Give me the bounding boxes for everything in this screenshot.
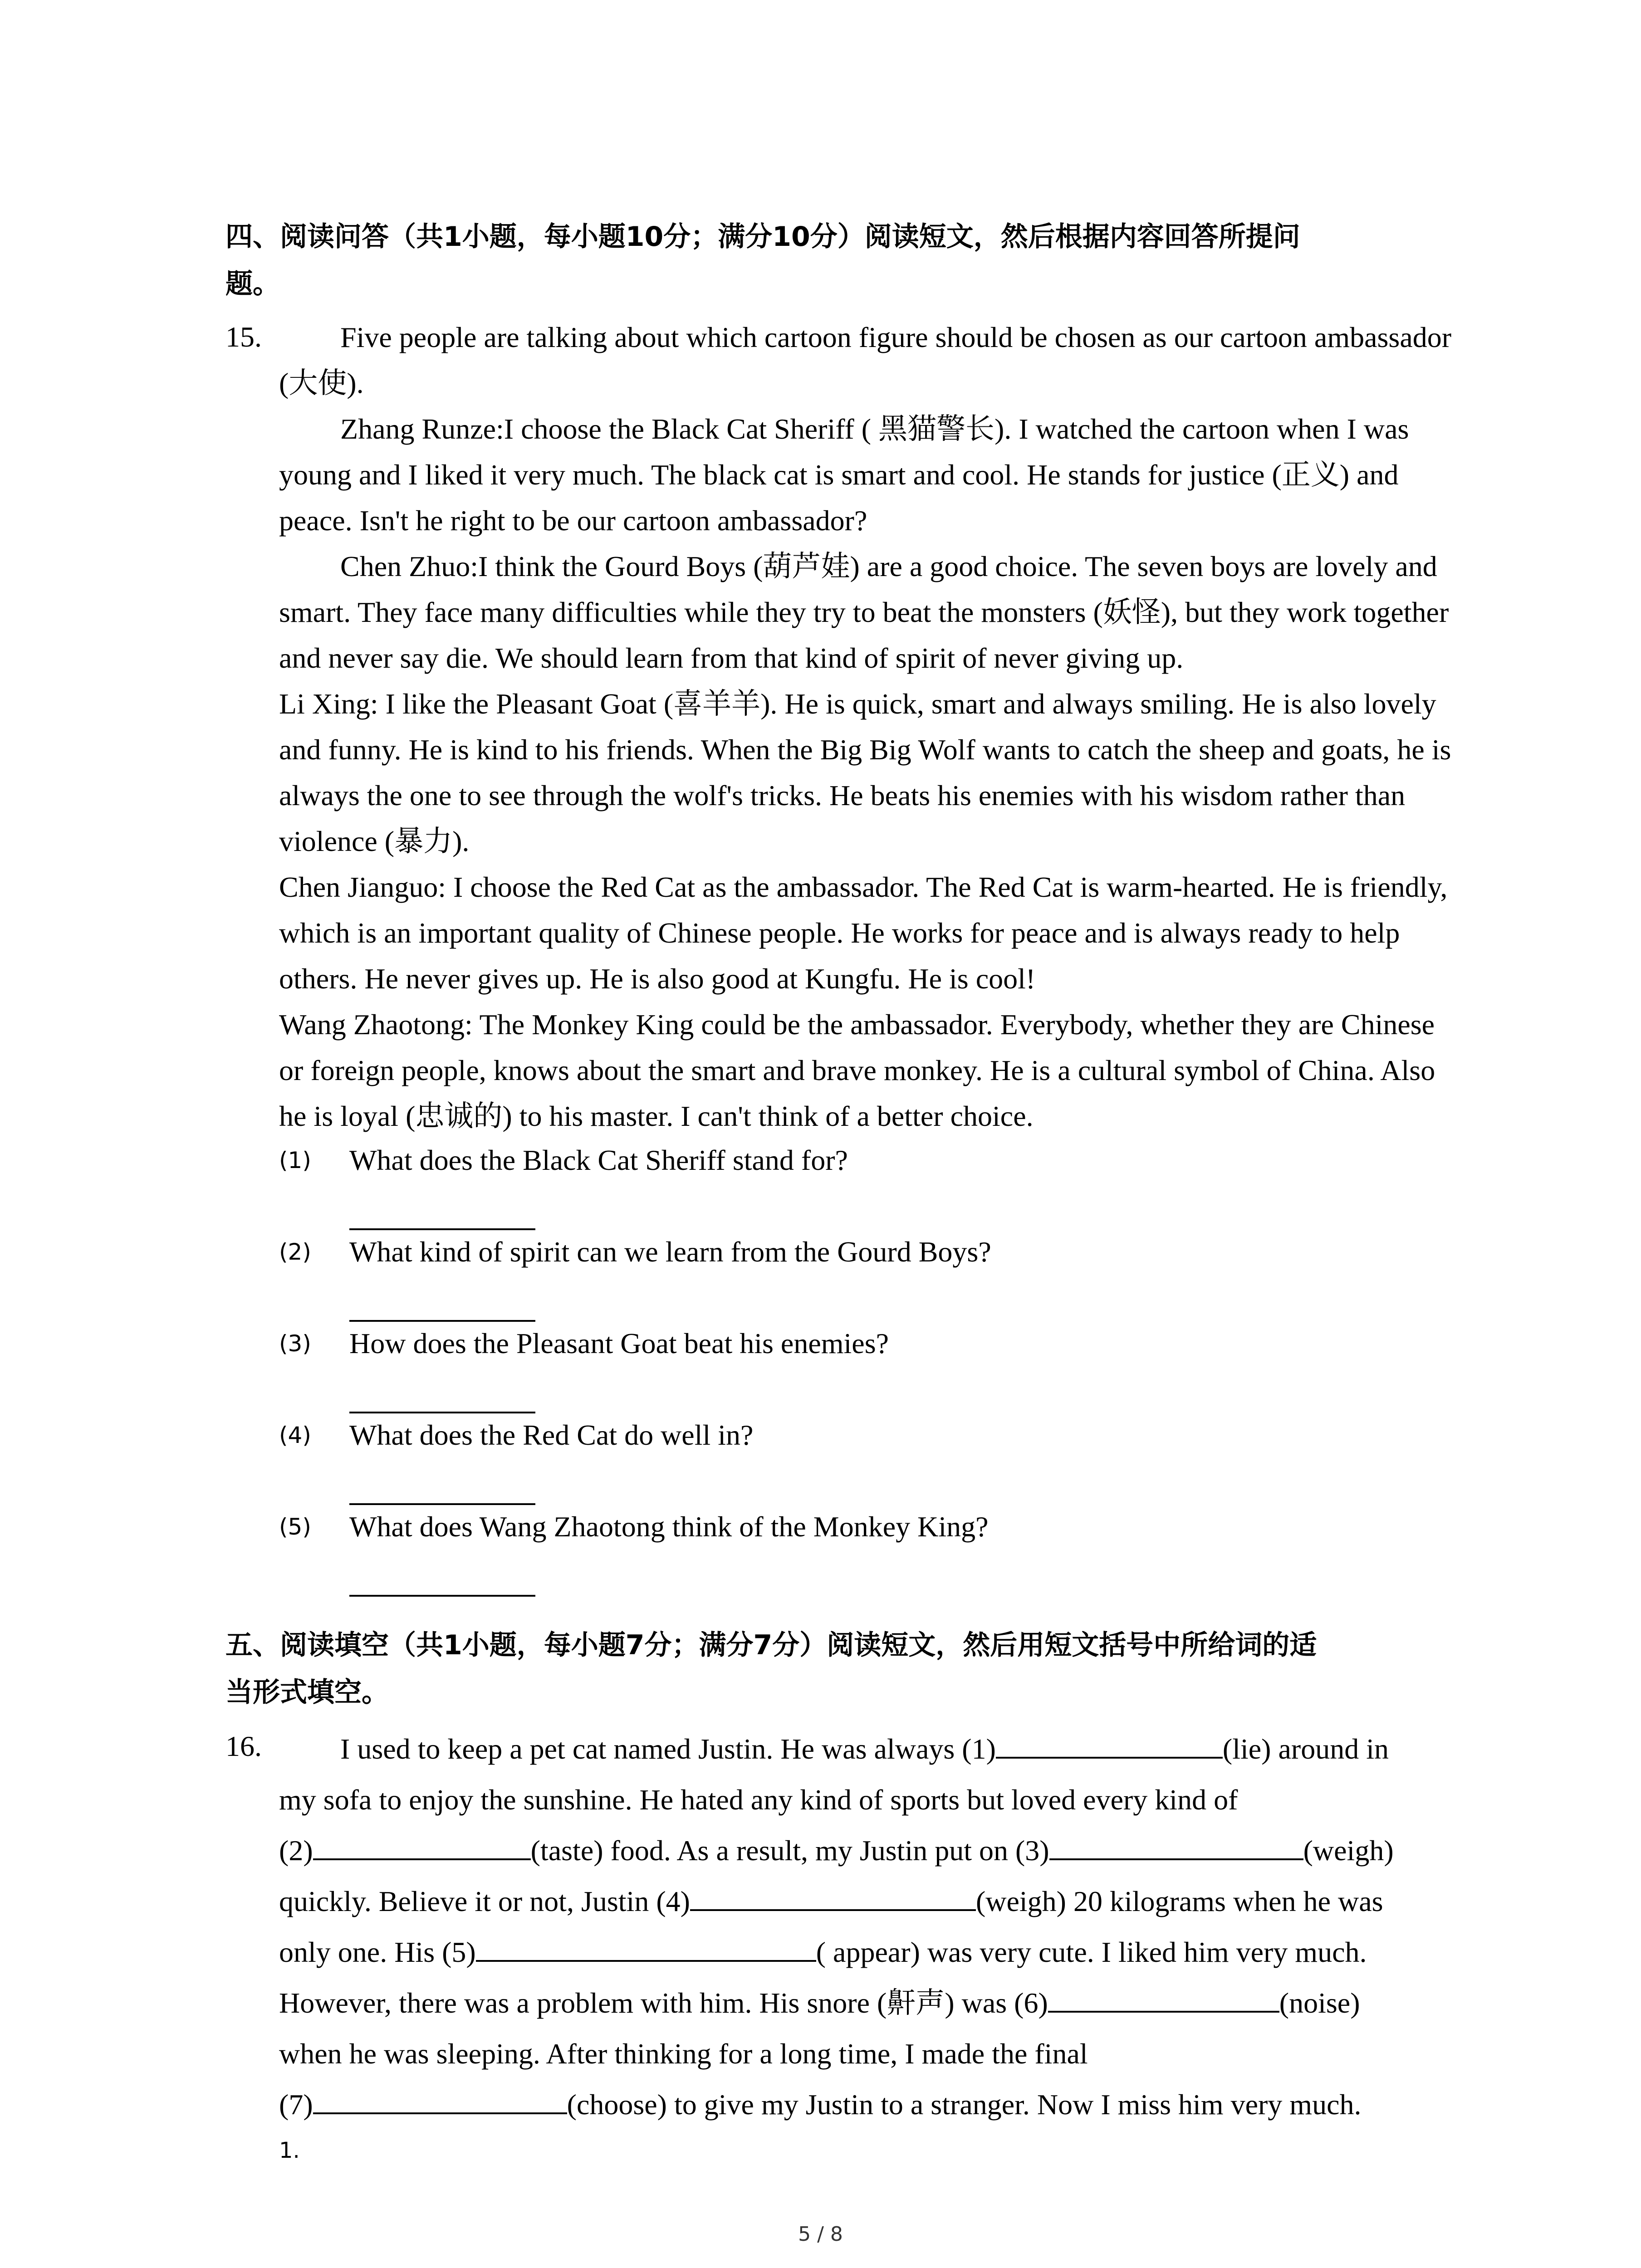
blank-4[interactable]	[690, 1881, 976, 1911]
section-4-heading-line2: 题。	[225, 268, 280, 300]
section-4-heading	[225, 213, 1450, 308]
passage-chen-zhuo: Chen Zhuo:I think the Gourd Boys (葫芦娃) are a good choice. The seven boys are lovely and smart. They face many difficulties while they try to beat the monsters (妖怪), but they work together and never say die. We should learn from that kind of spirit of never giving up.	[279, 550, 1449, 674]
passage-intro: Five people are talking about which cartoon figure should be chosen as our cartoon ambassador (大使).	[279, 321, 1452, 399]
passage-li-xing: Li Xing: I like the Pleasant Goat (喜羊羊). He is quick, smart and always smiling. He is also lovely and funny. He is kind to his friends. When the Big Big Wolf wants to catch the sheep and goats, he is always the one to see through the wolf's tricks. He beats his enemies with his wisdom rather than violence (暴力).	[279, 688, 1451, 857]
fill-line-5: only one. His (5) ( appear) was very cute. I liked him very much.	[279, 1927, 1459, 1978]
passage-chen-jianguo: Chen Jianguo: I choose the Red Cat as the ambassador. The Red Cat is warm-hearted. He is friendly, which is an important quality of Chinese people. He works for peace and is always ready to help others. He never gives up. He is also good at Kungfu. He is cool!	[279, 871, 1448, 995]
section-5-heading-line1: 五、阅读填空（共1小题，每小题7分；满分7分）阅读短文，然后用短文括号中所给词的适	[225, 1629, 1317, 1661]
blank-2[interactable]	[313, 1830, 531, 1860]
section-5-heading-line2: 当形式填空。	[225, 1677, 389, 1708]
page-number: 5 / 8	[798, 2223, 843, 2246]
passage-wang-zhaotong: Wang Zhaotong: The Monkey King could be the ambassador. Everybody, whether they are Chinese or foreign people, knows about the smart and brave monkey. He is a cultural symbol of China. Also he is loyal (忠诚的) to his master. I can't think of a better choice.	[279, 1008, 1435, 1132]
sub-question-text: What does the Black Cat Sheriff stand for?	[349, 1144, 848, 1176]
sub-question-text: What kind of spirit can we learn from the Gourd Boys?	[349, 1236, 991, 1268]
fill-line-1: I used to keep a pet cat named Justin. He was always (1) (lie) around in	[279, 1724, 1459, 1774]
fill-line-4: quickly. Believe it or not, Justin (4) (weigh) 20 kilograms when he was	[279, 1876, 1459, 1927]
sub-question-number: (5)	[279, 1514, 311, 1540]
question-15-passage	[279, 314, 1459, 1139]
sub-question-text: What does Wang Zhaotong think of the Monkey King?	[349, 1510, 989, 1543]
section-5-heading	[225, 1622, 1450, 1716]
fill-line-7: when he was sleeping. After thinking for a long time, I made the final	[279, 2038, 1088, 2070]
blank-3[interactable]	[1049, 1830, 1303, 1860]
fill-line-3: (2) (taste) food. As a result, my Justin put on (3) (weigh)	[279, 1825, 1459, 1876]
passage-zhang-runze: Zhang Runze:I choose the Black Cat Sheriff ( 黑猫警长). I watched the cartoon when I was young and I liked it very much. The black cat is smart and cool. He stands for justice (正义) and peace. Isn't he right to be our cartoon ambassador?	[279, 413, 1409, 537]
sub-question-number: (4)	[279, 1422, 311, 1448]
blank-7[interactable]	[313, 2084, 567, 2114]
blank-6[interactable]	[1048, 1983, 1279, 2013]
trailing-number: 1.	[279, 2138, 300, 2163]
blank-5[interactable]	[476, 1932, 816, 1962]
fill-line-2: my sofa to enjoy the sunshine. He hated any kind of sports but loved every kind of	[279, 1784, 1238, 1816]
sub-question-text: What does the Red Cat do well in?	[349, 1419, 754, 1451]
answer-line[interactable]	[349, 1595, 535, 1597]
sub-question-text: How does the Pleasant Goat beat his enemies?	[349, 1327, 889, 1359]
question-16-passage	[279, 1724, 1459, 2171]
sub-question-number: (2)	[279, 1239, 311, 1265]
fill-line-8: (7) (choose) to give my Justin to a stranger. Now I miss him very much.	[279, 2079, 1459, 2130]
sub-question-number: (3)	[279, 1330, 311, 1357]
question-16-number: 16.	[225, 1730, 262, 1762]
sub-question-number: (1)	[279, 1147, 311, 1173]
section-4-heading-line1: 四、阅读问答（共1小题，每小题10分；满分10分）阅读短文，然后根据内容回答所提问	[225, 221, 1300, 253]
fill-line-6: However, there was a problem with him. His snore (鼾声) was (6) (noise)	[279, 1978, 1459, 2028]
question-15-number: 15.	[225, 321, 262, 353]
blank-1[interactable]	[996, 1729, 1223, 1759]
